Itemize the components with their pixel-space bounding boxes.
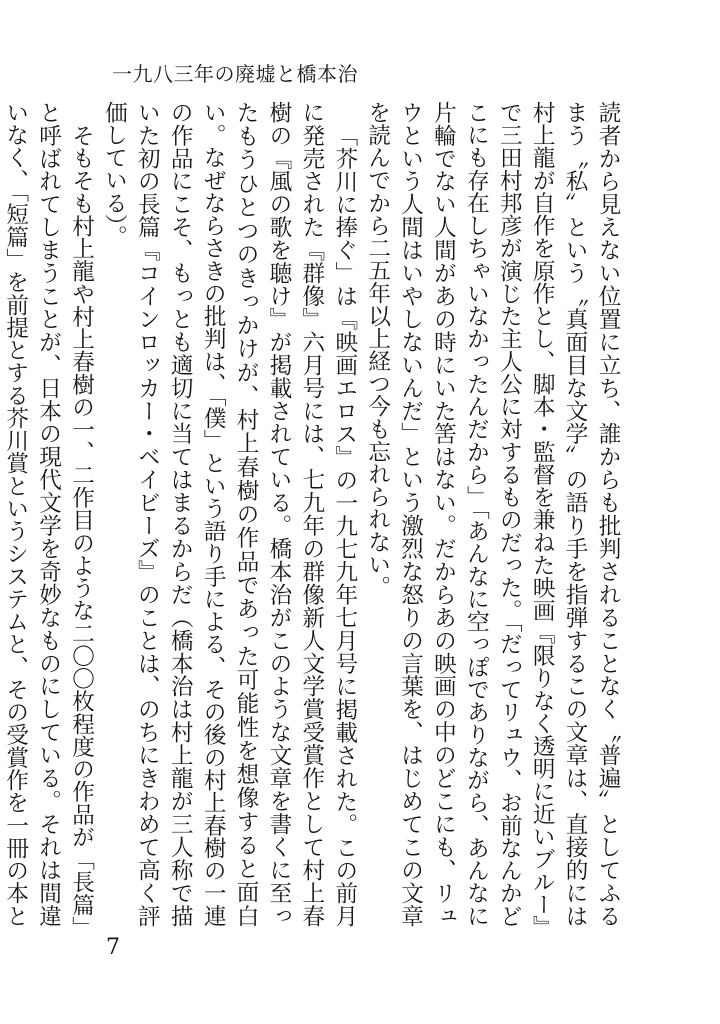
page-number: 7	[106, 935, 120, 960]
paragraph: 「芥川に捧ぐ」は『映画エロス』の一九七九年七月号に掲載された。この前月に発売された『群像』六月号には、七九年の群像新人文学賞受賞作として村上春樹の『風の歌を聴け』が掲載されている。橋本治がこのような文章を書くに至ったもうひとつのきっかけが、村上春樹の作品であった可能性を想像すると面白い。なぜならさきの批判は、「僕」という語り手による、その後の村上春樹の一連の作品にこそ、もっとも適切に当てはまるからだ（橋本治は村上龍が三人称で描いた初の長篇『コインロッカー・ベイビーズ』のことは、のちにきわめて高く評価している）。	[101, 101, 358, 927]
running-header: 一九八三年の廃墟と橋本治	[112, 62, 358, 86]
paragraph: 読者から見えない位置に立ち、誰からも批判されることなく〝普遍〟としてふるまう〝私〟という〝真面目な文学〟の語り手を指弾するこの文章は、直接的には村上龍が自作を原作とし、脚本・監督を兼ねた映画『限りなく透明に近いブルー』で三田村邦彦が演じた主人公に対するものだった。「だってリュウ、お前なんかどこにも存在しちゃいなかったんだから」「あんなに空っぽでありながら、あんなに片輪でない人間があの時にいた筈はない。だからあの映画の中のどこにも、リュウという人間はいやしないんだ」という激烈な怒りの言葉を、はじめてこの文章を読んでから二五年以上経つ今も忘れられない。	[364, 101, 621, 927]
body-text	[2, 101, 624, 927]
paragraph: そもそも村上龍や村上春樹の一、二作目のような二〇〇枚程度の作品が「長篇」と呼ばれてしまうことが、日本の現代文学を奇妙なものにしている。それは間違いなく、「短篇」を前提とする芥川賞というシステムと、その受賞作を一冊の本と	[2, 101, 95, 927]
